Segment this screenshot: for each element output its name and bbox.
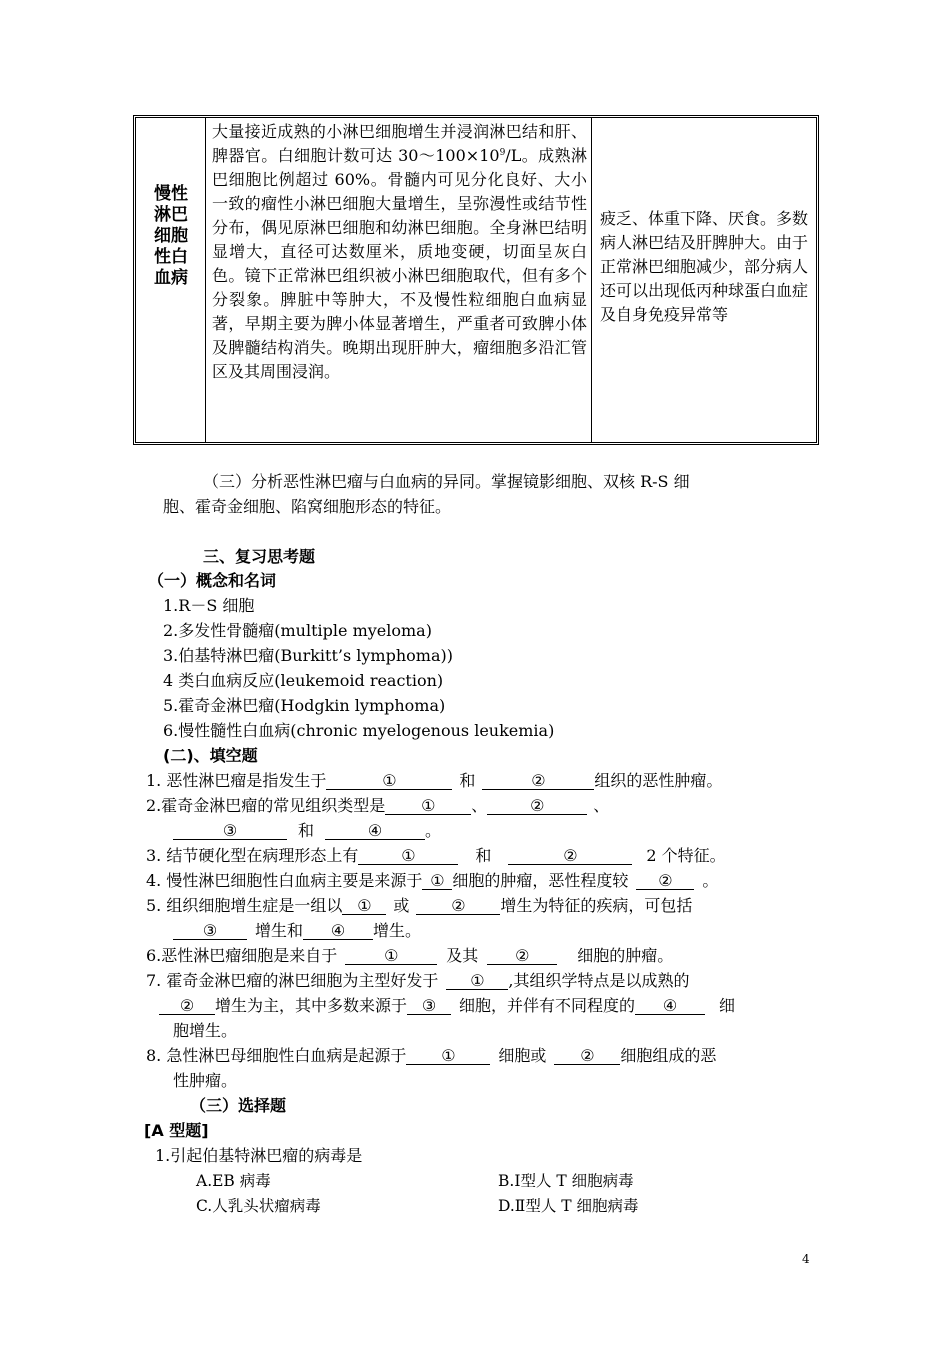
concept-item: 3.伯基特淋巴瘤(Burkitt’s lymphoma)) (163, 646, 453, 665)
disease-table (133, 115, 819, 445)
type-a-heading: [A 型题] (144, 1121, 209, 1140)
review-heading: 三、复习思考题 (203, 547, 316, 566)
fill-question-5: 5. 组织细胞增生症是一组以 ① 或 ② 增生为特征的疾病，可包括 (146, 896, 693, 915)
fill-question-3: 3. 结节硬化型在病理形态上有 ① 和 ② 2 个特征。 (146, 846, 726, 865)
fill-question-7: 7. 霍奇金淋巴瘤的淋巴细胞为主型好发于 ① ,其组织学特点是以成熟的 (146, 971, 690, 990)
fill-question-1: 1. 恶性淋巴瘤是指发生于 ① 和 ② 组织的恶性肿瘤。 (146, 771, 723, 790)
fill-heading: (二)、填空题 (163, 746, 258, 765)
concept-item: 2.多发性骨髓瘤(multiple myeloma) (163, 621, 432, 640)
fill-question-6: 6.恶性淋巴瘤细胞是来自于 ① 及其 ② 细胞的肿瘤。 (146, 946, 674, 965)
fill-question-8-end: 性肿瘤。 (173, 1071, 238, 1090)
choice-question-1: 1.引起伯基特淋巴瘤的病毒是 (155, 1146, 363, 1165)
pathology-cell (206, 118, 592, 442)
concept-item: 4 类白血病反应(leukemoid reaction) (163, 671, 444, 690)
fill-question-5-cont: ③ 增生和 ④ 增生。 (173, 919, 421, 943)
fill-question-4: 4. 慢性淋巴细胞性白血病主要是来源于 ① 细胞的肿瘤，恶性程度较 ② 。 (146, 871, 719, 890)
fill-question-2: 2.霍奇金淋巴瘤的常见组织类型是 ① 、 ② 、 (146, 796, 610, 815)
analysis-line-2: 胞、霍奇金细胞、陷窝细胞形态的特征。 (163, 497, 452, 516)
page-number: 4 (802, 1252, 810, 1266)
disease-name-cell (136, 118, 206, 442)
pathology-text: 大量接近成熟的小淋巴细胞增生并浸润淋巴结和肝、脾器官。白细胞计数可达 $30\sim 100\times 10^9/L$。成熟淋巴细胞比例超过 60%。骨髓内可见分化良好、大小一致的瘤性小淋巴细胞大量增生，呈弥漫性或结节性分布，偶见原淋巴细胞和幼淋巴细胞。全身淋巴结明显增大，直径可达数厘米，质地变硬，切面呈灰白色。镜下正常淋巴组织被小淋巴细胞取代，但有多个分裂象。脾脏中等肿大，不及慢性粒细胞白血病显著，早期主要为脾小体显著增生，严重者可致脾小体及脾髓结构消失。晚期出现肝肿大，瘤细胞多沿汇管区及其周围浸润。 (212, 122, 587, 381)
disease-name: 慢性淋巴细胞性白血病 (154, 184, 188, 288)
clinical-text: 疲乏、体重下降、厌食。多数病人淋巴结及肝脾肿大。由于正常淋巴细胞减少，部分病人还可以出现低丙种球蛋白血症及自身免疫异常等 (600, 209, 809, 324)
option-b: B.Ⅰ型人 T 细胞病毒 (498, 1172, 634, 1190)
analysis-line-1: （三）分析恶性淋巴瘤与白血病的异同。掌握镜影细胞、双核 R-S 细 (203, 472, 690, 491)
concept-item: 6.慢性髓性白血病(chronic myelogenous leukemia) (163, 721, 555, 740)
concepts-heading: （一）概念和名词 (148, 571, 277, 590)
concept-item: 5.霍奇金淋巴瘤(Hodgkin lymphoma) (163, 696, 446, 715)
fill-question-2-cont: ③ 和 ④ 。 (173, 819, 441, 843)
choice-heading: （三）选择题 (190, 1096, 287, 1115)
option-d: D.Ⅱ型人 T 细胞病毒 (498, 1197, 639, 1215)
option-a: A.EB 病毒 (196, 1172, 271, 1190)
fill-question-7-cont: ② 增生为主，其中多数来源于 ③ 细胞，并伴有不同程度的 ④ 细 (159, 994, 735, 1018)
fill-question-8: 8. 急性淋巴母细胞性白血病是起源于 ① 细胞或 ② 细胞组成的恶 (146, 1046, 717, 1065)
fill-question-7-end: 胞增生。 (173, 1021, 238, 1040)
clinical-cell (592, 118, 816, 442)
option-c: C.人乳头状瘤病毒 (196, 1197, 321, 1215)
concept-item: 1.R－S 细胞 (163, 596, 255, 615)
